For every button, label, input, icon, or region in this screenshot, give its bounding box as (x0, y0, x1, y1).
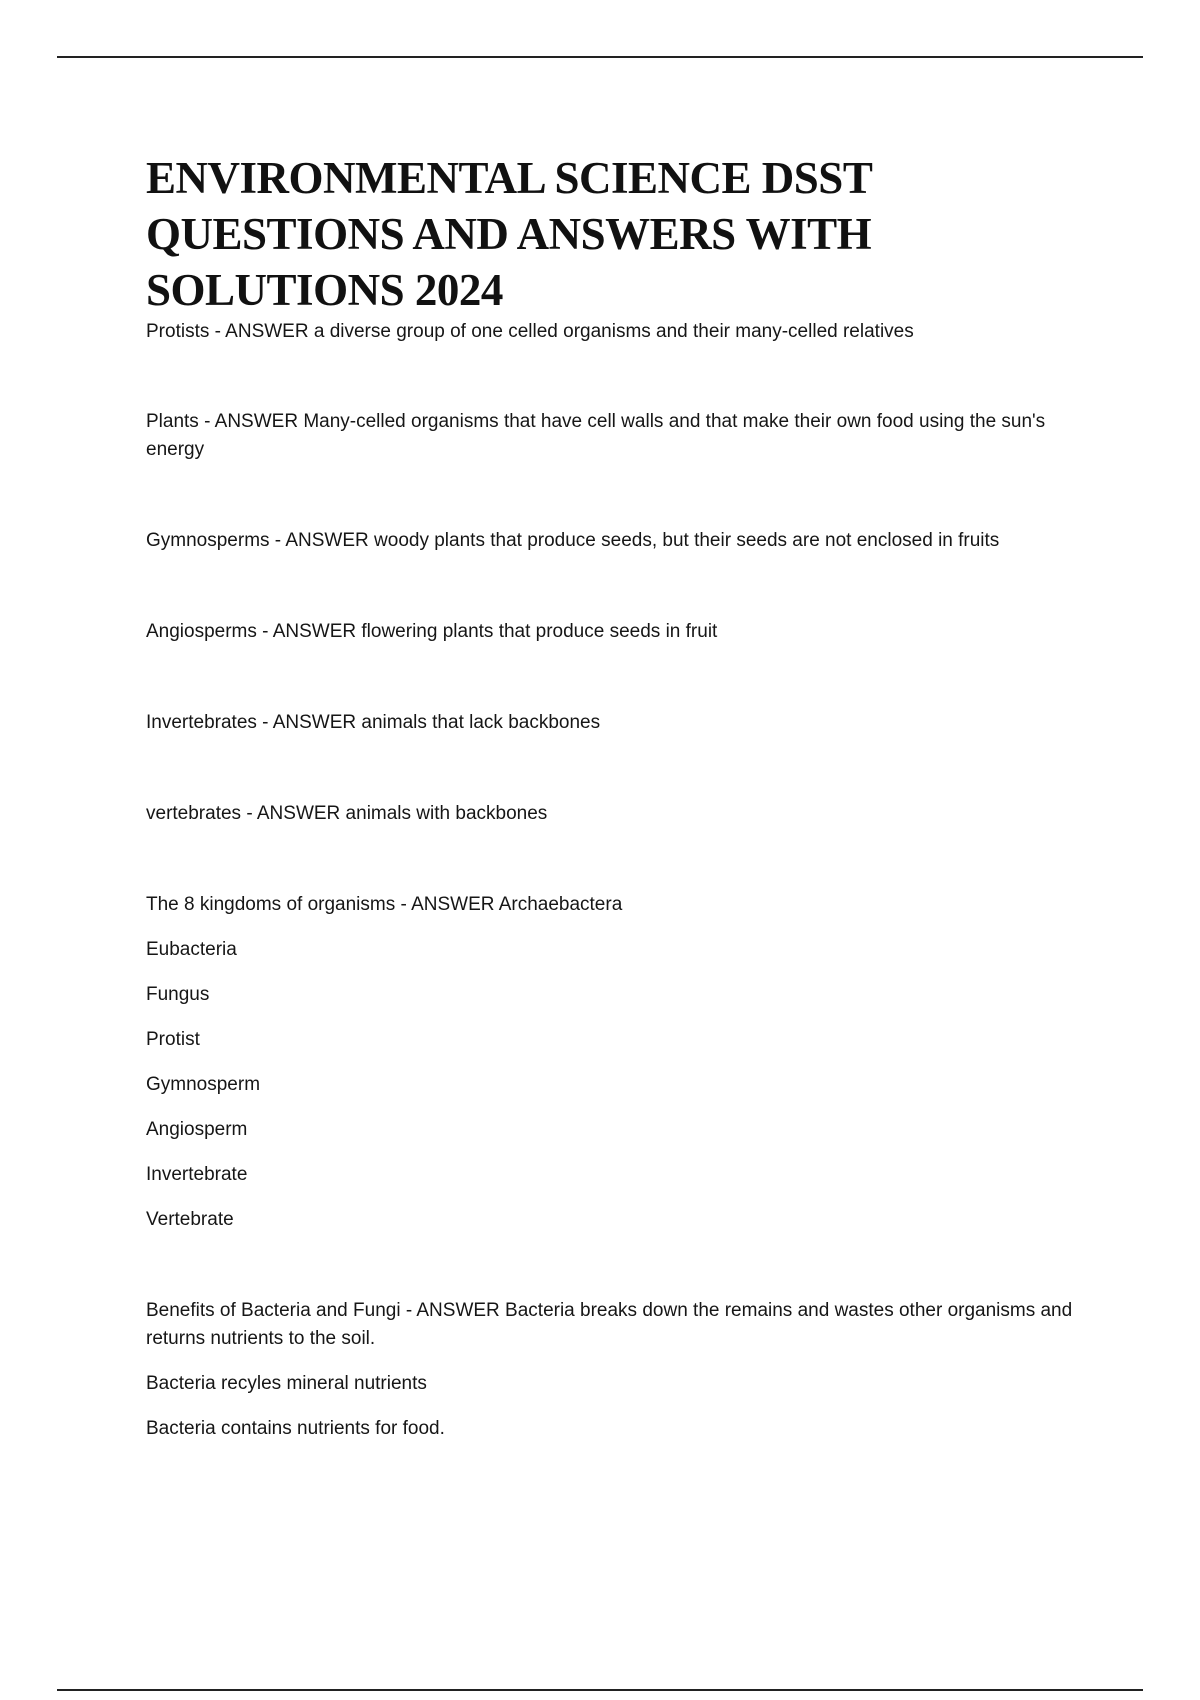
kingdom-list-item: Gymnosperm (146, 1074, 261, 1095)
qa-entry-invertebrates: Invertebrates - ANSWER animals that lack backbones (146, 712, 601, 733)
kingdom-list-item: Angiosperm (146, 1119, 248, 1140)
kingdom-list-item: Eubacteria (146, 939, 237, 960)
kingdom-list-item: Vertebrate (146, 1209, 234, 1230)
title-line: SOLUTIONS 2024 (146, 265, 503, 315)
title-line: QUESTIONS AND ANSWERS WITH (146, 209, 872, 259)
kingdom-list-item: Fungus (146, 984, 210, 1005)
qa-entry-vertebrates: vertebrates - ANSWER animals with backbones (146, 803, 548, 824)
qa-entry-gymnosperms: Gymnosperms - ANSWER woody plants that produce seeds, but their seeds are not enclosed in fruits (146, 530, 1000, 551)
document-body (146, 150, 1086, 1443)
qa-entry-angiosperms: Angiosperms - ANSWER flowering plants that produce seeds in fruit (146, 621, 718, 642)
qa-entry-bacteria-benefits: Benefits of Bacteria and Fungi - ANSWER Bacteria breaks down the remains and wastes other organisms and returns nutrients to the soil. (146, 1300, 1073, 1349)
qa-entry-protists: Protists - ANSWER a diverse group of one celled organisms and their many-celled relatives (146, 321, 914, 342)
benefit-line: Bacteria recyles mineral nutrients (146, 1373, 427, 1394)
benefit-line: Bacteria contains nutrients for food. (146, 1418, 445, 1439)
bottom-rule (57, 1689, 1143, 1691)
document-title (146, 150, 1086, 318)
title-line: ENVIRONMENTAL SCIENCE DSST (146, 153, 873, 203)
top-rule (57, 56, 1143, 58)
qa-entry-plants: Plants - ANSWER Many-celled organisms that have cell walls and that make their own food using the sun's energy (146, 411, 1046, 460)
kingdom-list-item: Protist (146, 1029, 200, 1050)
kingdom-list-item: Invertebrate (146, 1164, 248, 1185)
qa-entry-kingdoms: The 8 kingdoms of organisms - ANSWER Archaebactera (146, 894, 623, 915)
